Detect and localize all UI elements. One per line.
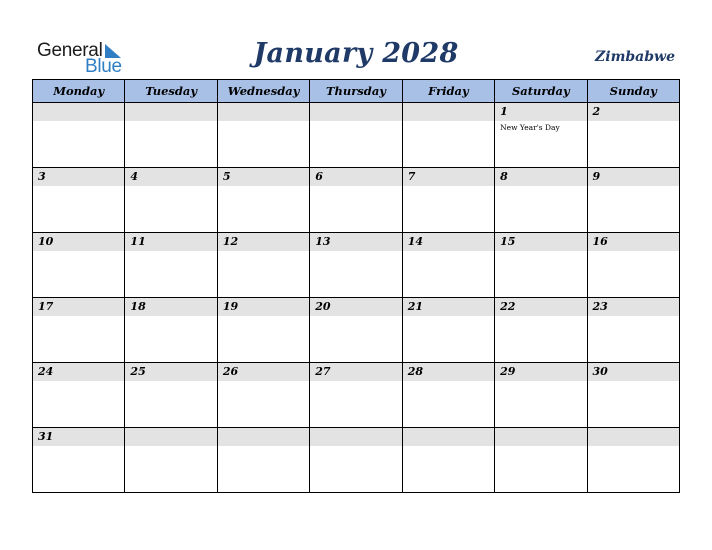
day-number-bar bbox=[125, 428, 216, 446]
day-number-bar bbox=[403, 103, 494, 121]
day-number-bar bbox=[403, 428, 494, 446]
calendar-day-cell[interactable] bbox=[587, 363, 679, 428]
day-number: 21 bbox=[407, 300, 423, 313]
day-number-bar bbox=[495, 298, 586, 316]
calendar-day-cell[interactable] bbox=[125, 103, 217, 168]
day-number: 29 bbox=[500, 365, 516, 378]
day-number-bar bbox=[310, 428, 401, 446]
calendar-day-cell[interactable] bbox=[310, 428, 402, 493]
calendar-day-cell[interactable] bbox=[402, 363, 494, 428]
day-number: 2 bbox=[592, 105, 601, 118]
country-label: Zimbabwe bbox=[595, 49, 675, 65]
day-number-bar bbox=[403, 168, 494, 186]
day-number-bar bbox=[33, 233, 124, 251]
day-number-bar bbox=[310, 233, 401, 251]
day-number-bar bbox=[33, 428, 124, 446]
calendar-day-cell[interactable] bbox=[217, 168, 309, 233]
calendar-day-cell[interactable] bbox=[125, 363, 217, 428]
day-number-bar bbox=[310, 103, 401, 121]
calendar-day-cell[interactable] bbox=[33, 103, 125, 168]
day-number-bar bbox=[403, 233, 494, 251]
day-number: 24 bbox=[38, 365, 54, 378]
calendar-day-cell[interactable] bbox=[33, 233, 125, 298]
calendar-day-cell[interactable] bbox=[587, 168, 679, 233]
day-number-bar bbox=[218, 168, 309, 186]
calendar-week-row bbox=[33, 428, 680, 493]
day-number-bar bbox=[588, 298, 679, 316]
calendar-week-row bbox=[33, 168, 680, 233]
calendar-day-cell[interactable] bbox=[310, 363, 402, 428]
weekday-tuesday: Tuesday bbox=[125, 80, 217, 103]
day-number-bar bbox=[588, 103, 679, 121]
day-number-bar bbox=[403, 363, 494, 381]
day-number: 22 bbox=[500, 300, 516, 313]
day-number-bar bbox=[125, 233, 216, 251]
day-number-bar bbox=[588, 168, 679, 186]
calendar-day-cell[interactable] bbox=[217, 428, 309, 493]
weekday-saturday: Saturday bbox=[495, 80, 587, 103]
weekday-sunday: Sunday bbox=[587, 80, 679, 103]
calendar-day-cell[interactable] bbox=[587, 103, 679, 168]
day-number: 17 bbox=[38, 300, 54, 313]
calendar-day-cell[interactable] bbox=[33, 363, 125, 428]
day-number-bar bbox=[33, 168, 124, 186]
day-number: 14 bbox=[407, 235, 423, 248]
calendar-day-cell[interactable] bbox=[310, 103, 402, 168]
calendar-title: January 2028 bbox=[253, 38, 459, 69]
day-number: 27 bbox=[315, 365, 331, 378]
calendar-day-cell[interactable] bbox=[33, 298, 125, 363]
day-number-bar bbox=[218, 363, 309, 381]
calendar-day-cell[interactable] bbox=[495, 168, 587, 233]
calendar-week-row bbox=[33, 363, 680, 428]
calendar-day-cell[interactable] bbox=[495, 428, 587, 493]
calendar-day-cell[interactable] bbox=[217, 103, 309, 168]
day-number-bar bbox=[218, 298, 309, 316]
calendar-day-cell[interactable] bbox=[587, 298, 679, 363]
calendar-day-cell[interactable] bbox=[402, 428, 494, 493]
calendar-day-cell[interactable] bbox=[587, 428, 679, 493]
day-number-bar bbox=[310, 363, 401, 381]
calendar-day-cell[interactable] bbox=[125, 428, 217, 493]
weekday-monday: Monday bbox=[33, 80, 125, 103]
day-number-bar bbox=[310, 168, 401, 186]
day-number-bar bbox=[33, 103, 124, 121]
day-number: 23 bbox=[592, 300, 608, 313]
day-number: 20 bbox=[315, 300, 331, 313]
day-number-bar bbox=[125, 168, 216, 186]
calendar-day-cell[interactable] bbox=[587, 233, 679, 298]
day-number: 16 bbox=[592, 235, 608, 248]
calendar-day-cell[interactable] bbox=[402, 233, 494, 298]
calendar-day-cell[interactable] bbox=[495, 363, 587, 428]
day-number: 3 bbox=[38, 170, 46, 183]
day-number-bar bbox=[125, 298, 216, 316]
calendar-day-cell[interactable] bbox=[33, 168, 125, 233]
weekday-wednesday: Wednesday bbox=[217, 80, 309, 103]
calendar-week-row bbox=[33, 103, 680, 168]
day-number: 25 bbox=[130, 365, 146, 378]
day-number-bar bbox=[588, 363, 679, 381]
calendar-day-cell[interactable] bbox=[310, 298, 402, 363]
day-number-bar bbox=[495, 233, 586, 251]
calendar-day-cell[interactable] bbox=[310, 233, 402, 298]
day-number: 8 bbox=[500, 170, 508, 183]
day-number-bar bbox=[588, 233, 679, 251]
day-number: 11 bbox=[130, 235, 146, 248]
day-number-bar bbox=[495, 168, 586, 186]
calendar-day-cell[interactable] bbox=[33, 428, 125, 493]
day-number: 9 bbox=[592, 170, 601, 183]
calendar-grid bbox=[32, 79, 680, 493]
day-number: 1 bbox=[500, 105, 508, 118]
day-number: 5 bbox=[222, 170, 231, 183]
day-number-bar bbox=[125, 363, 216, 381]
calendar-day-cell[interactable] bbox=[402, 103, 494, 168]
day-number-bar bbox=[125, 103, 216, 121]
logo-text-general: General bbox=[37, 40, 103, 61]
logo-text-blue: Blue bbox=[85, 56, 122, 77]
calendar-day-cell[interactable] bbox=[217, 363, 309, 428]
calendar-week-row bbox=[33, 298, 680, 363]
day-number: 26 bbox=[222, 365, 239, 378]
day-number-bar bbox=[495, 103, 586, 121]
calendar-day-cell[interactable] bbox=[125, 298, 217, 363]
calendar-day-cell[interactable] bbox=[125, 168, 217, 233]
day-number-bar bbox=[403, 298, 494, 316]
calendar-day-cell[interactable] bbox=[402, 298, 494, 363]
day-number-bar bbox=[33, 298, 124, 316]
day-number: 30 bbox=[592, 365, 608, 378]
day-number: 13 bbox=[315, 235, 331, 248]
weekday-header-row bbox=[33, 80, 680, 103]
day-number: 4 bbox=[130, 170, 139, 183]
day-number-bar bbox=[495, 363, 586, 381]
calendar-week-row bbox=[33, 233, 680, 298]
calendar-day-cell[interactable] bbox=[402, 168, 494, 233]
weekday-thursday: Thursday bbox=[310, 80, 402, 103]
day-number-bar bbox=[495, 428, 586, 446]
holiday-label: New Year's Day bbox=[500, 123, 560, 132]
calendar-day-cell[interactable] bbox=[217, 233, 309, 298]
calendar-day-cell[interactable] bbox=[217, 298, 309, 363]
day-number: 10 bbox=[38, 235, 54, 248]
calendar-body bbox=[33, 103, 680, 493]
day-number: 6 bbox=[315, 170, 323, 183]
calendar-day-cell[interactable] bbox=[495, 298, 587, 363]
day-number: 19 bbox=[222, 300, 239, 313]
calendar-day-cell[interactable] bbox=[310, 168, 402, 233]
calendar-day-cell[interactable] bbox=[495, 103, 587, 168]
day-number-bar bbox=[218, 103, 309, 121]
day-number-bar bbox=[33, 363, 124, 381]
weekday-friday: Friday bbox=[402, 80, 494, 103]
day-number-bar bbox=[218, 233, 309, 251]
day-number: 12 bbox=[222, 235, 239, 248]
day-number: 15 bbox=[500, 235, 516, 248]
day-number: 28 bbox=[407, 365, 423, 378]
day-number: 31 bbox=[38, 430, 54, 443]
calendar-day-cell[interactable] bbox=[125, 233, 217, 298]
day-number-bar bbox=[588, 428, 679, 446]
day-number-bar bbox=[310, 298, 401, 316]
day-number: 7 bbox=[407, 170, 416, 183]
day-number-bar bbox=[218, 428, 309, 446]
calendar-day-cell[interactable] bbox=[495, 233, 587, 298]
day-number: 18 bbox=[130, 300, 146, 313]
